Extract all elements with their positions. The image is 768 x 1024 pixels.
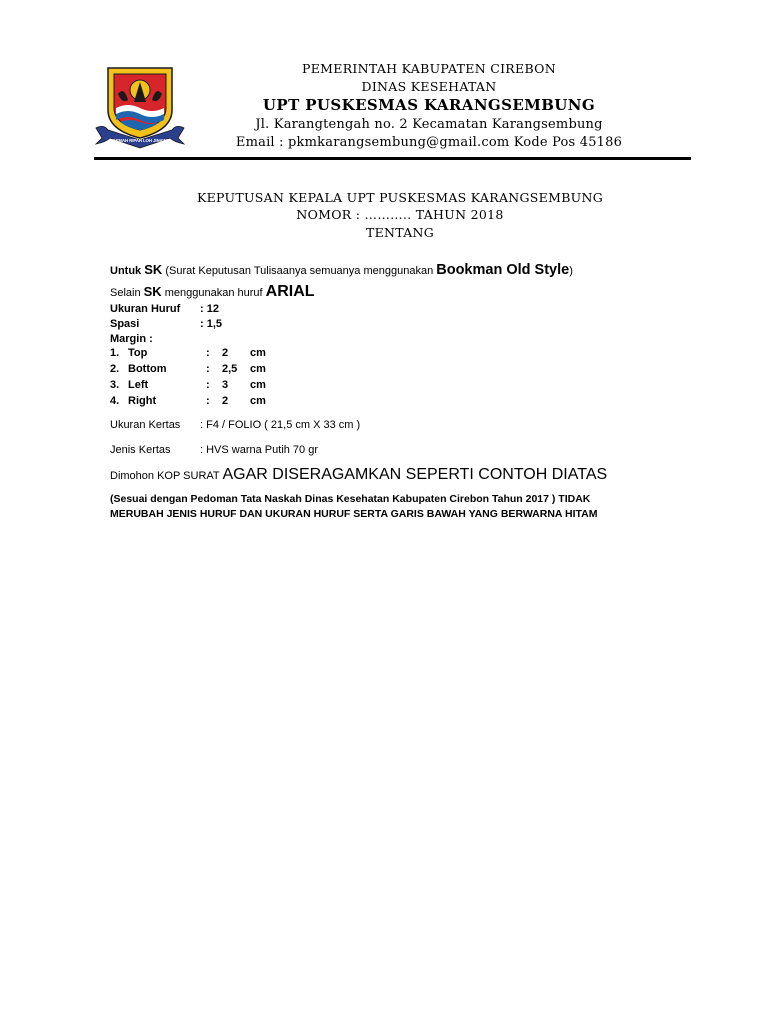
margin-row [110,379,266,391]
margin-colon: : [206,347,210,359]
margin-row [110,347,266,359]
spec-label: Ukuran Kertas [110,419,181,431]
margin-label: Right [128,395,157,407]
margin-num: 4. [110,395,120,407]
margin-value: 2 [222,395,229,407]
decree-about: TENTANG [365,225,435,240]
margin-num: 2. [110,363,120,375]
spec-label: Ukuran Huruf [110,303,181,315]
spec-label: Spasi [110,318,140,330]
margin-label: Top [128,347,148,359]
note-font-name: ARIAL [265,283,315,300]
margin-unit: cm [250,379,266,391]
kop-address: Jl. Karangtengah no. 2 Kecamatan Karangsembung [255,117,603,132]
margin-colon: : [206,363,210,375]
spec-margin-label: Margin : [110,333,153,345]
margin-num: 1. [110,347,120,359]
note-text: Selain [110,287,144,299]
decree-title: KEPUTUSAN KEPALA UPT PUSKESMAS KARANGSEMBUNG [196,190,604,205]
spec-ukuran-huruf [110,303,219,315]
note-selain-sk [110,283,315,301]
decree-number: NOMOR : ……….. TAHUN 2018 [296,207,504,222]
kop-institution-name: UPT PUSKESMAS KARANGSEMBUNG [262,96,596,114]
margin-unit: cm [250,395,266,407]
note-text: ) [569,265,573,277]
kop-department-name: DINAS KESEHATAN [361,79,497,94]
kop-government-name: PEMERINTAH KABUPATEN CIREBON [302,61,556,76]
margin-colon: : [206,379,210,391]
margin-row [110,395,266,407]
logo-motto-text: GEMAH RIPAH LOH JINAWI [112,138,168,143]
spec-spasi [110,318,223,330]
note-text: Untuk [110,265,145,277]
note-sk-text: SK [144,262,163,277]
spec-value: : 12 [200,303,219,315]
margin-row [110,363,266,375]
margin-label: Left [128,379,149,391]
margin-value: 2 [222,347,229,359]
margin-unit: cm [250,347,266,359]
margin-colon: : [206,395,210,407]
cirebon-emblem-logo [94,64,186,150]
spec-value: : HVS warna Putih 70 gr [200,444,319,456]
note-untuk-sk [110,262,573,278]
kop-contact: Email : pkmkarangsembung@gmail.com Kode Pos 45186 [235,135,623,150]
margin-unit: cm [250,363,266,375]
note-font-name: Bookman Old Style [436,262,570,278]
note-sk-text: SK [143,284,162,299]
note-text: Dimohon KOP SURAT [110,470,223,482]
note-text: (Surat Keputusan Tulisaanya semuanya menggunakan [162,265,437,277]
note-text: menggunakan huruf [161,287,266,299]
spec-value: : F4 / FOLIO ( 21,5 cm X 33 cm ) [200,419,361,431]
spec-value: : 1,5 [200,318,223,330]
note-sesuai-line2: MERUBAH JENIS HURUF DAN UKURAN HURUF SERTA GARIS BAWAH YANG BERWARNA HITAM [110,508,598,520]
kop-divider-line [94,157,691,160]
note-emphasis: AGAR DISERAGAMKAN SEPERTI CONTOH DIATAS [222,466,608,483]
margin-value: 3 [222,379,229,391]
spec-ukuran-kertas [110,419,361,431]
note-dimohon [110,466,607,484]
note-sesuai-line1: (Sesuai dengan Pedoman Tata Naskah Dinas Kesehatan Kabupaten Cirebon Tahun 2017 ) TIDAK [110,493,591,505]
margin-label: Bottom [128,363,167,375]
margin-value: 2,5 [222,363,238,375]
margin-num: 3. [110,379,120,391]
spec-label: Jenis Kertas [110,444,171,456]
spec-jenis-kertas [110,444,319,456]
